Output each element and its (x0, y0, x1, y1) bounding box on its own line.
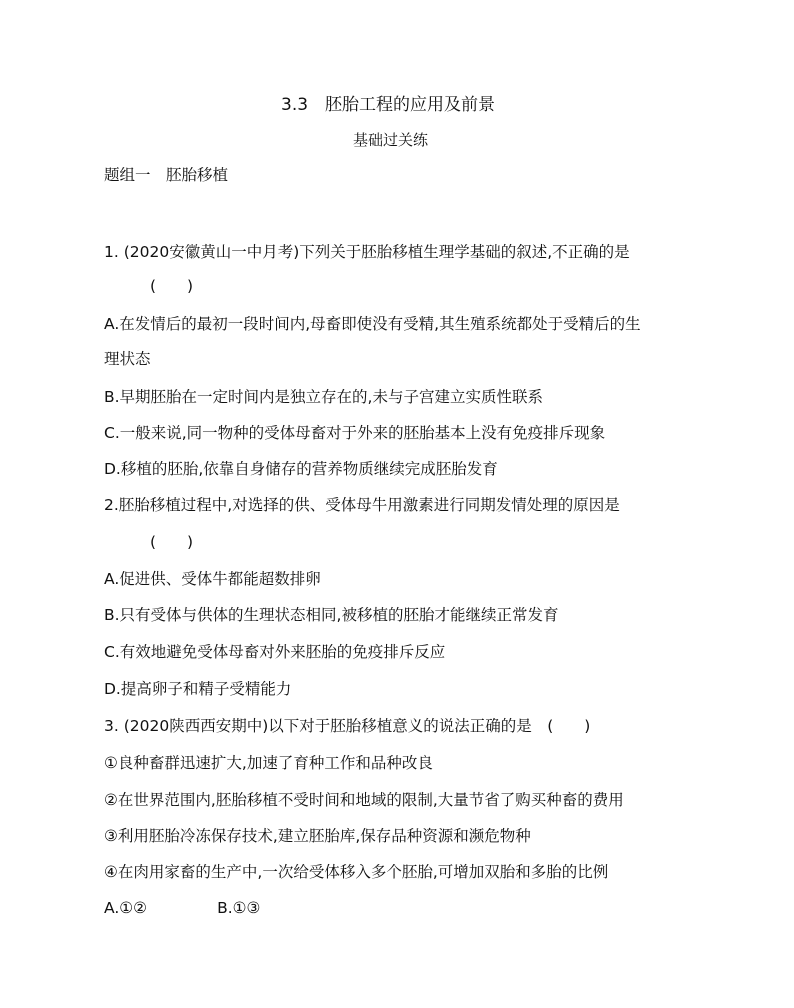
question-1-option-c: C.一般来说,同一物种的受体母畜对于外来的胚胎基本上没有免疫排斥现象 (104, 424, 606, 442)
question-3-options-row (104, 898, 260, 918)
question-1-stem: 1. (2020安徽黄山一中月考)下列关于胚胎移植生理学基础的叙述,不正确的是 (104, 243, 630, 261)
question-3-item-1: ①良种畜群迅速扩大,加速了育种工作和品种改良 (104, 754, 433, 772)
question-2-bracket: ( ) (150, 533, 194, 551)
question-3-stem: 3. (2020陕西西安期中)以下对于胚胎移植意义的说法正确的是 ( ) (104, 717, 591, 735)
question-1-option-a: A.在发情后的最初一段时间内,母畜即使没有受精,其生殖系统都处于受精后的生 (104, 315, 641, 333)
question-3-item-2: ②在世界范围内,胚胎移植不受时间和地域的限制,大量节省了购买种畜的费用 (104, 791, 624, 809)
question-1-option-a-cont: 理状态 (104, 350, 151, 368)
question-2-option-a: A.促进供、受体牛都能超数排卵 (104, 570, 321, 588)
question-2-option-b: B.只有受体与供体的生理状态相同,被移植的胚胎才能继续正常发育 (104, 606, 559, 624)
question-2-option-c: C.有效地避免受体母畜对外来胚胎的免疫排斥反应 (104, 643, 446, 661)
page-subtitle: 基础过关练 (353, 131, 429, 149)
question-2-option-d: D.提高卵子和精子受精能力 (104, 680, 292, 698)
page-title: 3.3 胚胎工程的应用及前景 (281, 95, 496, 115)
question-3-option-b: B.①③ (217, 899, 261, 917)
question-3-option-a: A.①② (104, 899, 148, 917)
question-1-option-d: D.移植的胚胎,依靠自身储存的营养物质继续完成胚胎发育 (104, 460, 498, 478)
question-3-item-4: ④在肉用家畜的生产中,一次给受体移入多个胚胎,可增加双胎和多胎的比例 (104, 863, 609, 881)
section-heading: 题组一 胚胎移植 (104, 166, 229, 184)
question-3-item-3: ③利用胚胎冷冻保存技术,建立胚胎库,保存品种资源和濒危物种 (104, 827, 531, 845)
question-1-option-b: B.早期胚胎在一定时间内是独立存在的,未与子宫建立实质性联系 (104, 388, 543, 406)
question-1-bracket: ( ) (150, 277, 194, 295)
question-2-stem: 2.胚胎移植过程中,对选择的供、受体母牛用激素进行同期发情处理的原因是 (104, 496, 620, 514)
